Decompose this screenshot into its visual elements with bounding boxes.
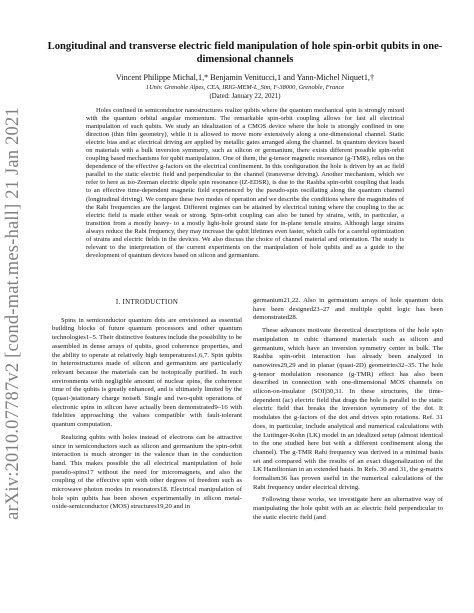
- abstract: Holes confined in semiconductor nanostructures realize qubits where the quantum mechanical spin is strongly mixed with the quantum orbital angular momentum. The remarkable spin-orbit coupling allows for fast all electrical manipulation of such qubits. We study an idealization of a CMOS device where the hole is strongly confined in one direction (thin film geometry), while it is allowed to move more extensively along a one-dimensional channel. Static electric bias and ac electrical driving are applied by metallic gates arranged along the channel. In quantum devices based on materials with a bulk inversion symmetry, such as silicon or germanium, there exists different possible spin-orbit coupling based mechanisms for qubit manipulation. One of them, the g-tensor magnetic resonance (g-TMR), relies on the dependence of the effective g-factors on the electrical confinement. In this configuration the hole is driven by an ac field parallel to the static electric field and perpendicular to the channel (transverse driving). Another mechanism, which we refer to here as iso-Zeeman electric dipole spin resonance (IZ-EDSR), is due to the Rashba spin-orbit coupling that leads to an effective time-dependent magnetic field experienced by the pseudo-spin oscillating along the quantum channel (longitudinal driving). We compare these two modes of operation and we describe the conditions where the magnitudes of the Rabi frequencies are the largest. Different regimes can be attained by electrical tuning where the coupling to the ac electric field is made either weak or strong. Spin-orbit coupling can also be tuned by strains, with, in particular, a transition from a mostly heavy- to a mostly light-hole ground state for in-plane tensile strains. Although large strains always reduce the Rabi frequency, they may increase the qubit lifetimes even faster, which calls for a careful optimization of strains and electric fields in the devices. We also discuss the choice of channel material and orientation. The study is relevant to the interpretation of the current experiments on the manipulation of hole qubits and as a guide to the development of quantum devices based on silicon and germanium.: [86, 107, 404, 259]
- arxiv-identifier: [2, 30, 24, 596]
- intro-paragraph-2-continued: germanium21,22. Also in germanium arrays of hole quantum dots have been designed23–27 and multiple qubit logic has been demonstrated28.: [253, 297, 443, 322]
- intro-paragraph-4: Following these works, we investigate here an alternative way of manipulating the hole qubit with an ac electric field perpendicular to the static electric field (and: [253, 496, 443, 521]
- intro-paragraph-2: Realizing qubits with holes instead of electrons can be attractive since in semiconductors such as silicon and germanium the spin-orbit interaction is much stronger in the valence than in the conduction band. This makes possible the all electrical manipulation of hole pseudo-spins17 without the need for micromagnets, and also the coupling of the effective spin with other degrees of freedom such as microwave photon modes in resonators18. Electrical manipulation of hole spin qubits has been shown experimentally in silicon metal-oxide-semiconductor (MOS) structures19,20 and in: [52, 433, 242, 511]
- intro-paragraph-1: Spins in semiconductor quantum dots are envisioned as essential building blocks of future quantum processors and other quantum technologies1–5. Their distinctive features include the possibility to be assembled in dense arrays of qubits, good coherence properties, and the ability to operate at relatively high temperatures1,6,7. Spin qubits in heterostructures made of silicon and germanium are particularly relevant because the materials can be isotopically purified. In such environments with negligible amount of nuclear spins, the coherence time of the qubits is greatly enhanced, and is ultimately limited by the (quasi-)stationary charge noise8. Single and two-qubit operations of electronic spins in silicon have actually been demonstrated9–16 with fidelities approaching the values compatible with fault-tolerant quantum computation.: [52, 316, 242, 429]
- date-line: (Dated: January 22, 2021): [209, 93, 281, 100]
- right-column: [253, 297, 443, 527]
- author-list: Vincent Philippe Michal,1,* Benjamin Venitucci,1 and Yann-Michel Niquet1,†: [115, 73, 375, 82]
- left-column: [52, 297, 242, 516]
- arxiv-identifier-text: arXiv:2010.07787v2 [cond-mat.mes-hall] 21 Jan 2021: [2, 106, 23, 520]
- paper-title: Longitudinal and transverse electric field manipulation of hole spin-orbit qubits in one-dimensional channels: [47, 41, 443, 65]
- intro-paragraph-3: These advances motivate theoretical descriptions of the hole spin manipulation in cubic diamond materials such as silicon and germanium, which have an inversion symmetry center in bulk. The Rashba spin-orbit interaction has already been analyzed in nanowires29,29 and in planar (quasi-2D) geometries32–35. The hole g-tensor modulation resonance (g-TMR) effect has also been described in connection with one-dimensional MOS channels on silicon-on-insulator (SOI)30,31. In these structures, the time-dependent (ac) electric field that drags the hole is parallel to the static electric field that breaks the inversion symmetry of the dot. It modulates the g-factors of the dot and drives spin rotations. Ref. 31 does, in particular, include analytical and numerical calculations with the Luttinger-Kohn (LK) model in an idealized setup (almost identical to the one studied here but with a different confinement along the channel). The g-TMR Rabi frequency was derived in a minimal basis set and compared with the results of an exact diagonalization of the LK Hamiltonian in an extended basis. In Refs. 30 and 31, the g-matrix formalism36 has proven useful in the numerical calculations of the Rabi frequency under electrical driving.: [253, 327, 443, 491]
- section-heading-introduction: I. INTRODUCTION: [115, 299, 179, 306]
- affiliation: 1Univ. Grenoble Alpes, CEA, IRIG-MEM-L_Sim, F-38000, Grenoble, France: [145, 84, 345, 91]
